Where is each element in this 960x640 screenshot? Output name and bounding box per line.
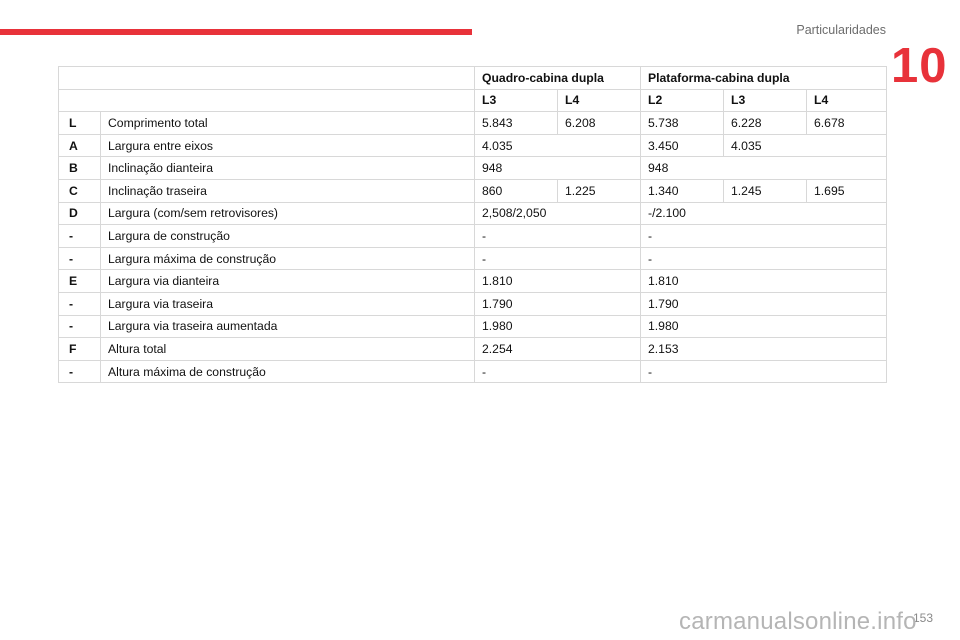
- table-row: [59, 315, 887, 338]
- row-value: 1.245: [724, 179, 807, 202]
- row-value: 4.035: [724, 134, 887, 157]
- row-label: Altura máxima de construção: [101, 360, 475, 383]
- row-value: 3.450: [641, 134, 724, 157]
- table-row: [59, 202, 887, 225]
- subheader-cell: L3: [724, 89, 807, 112]
- row-value: 2,508/2,050: [475, 202, 641, 225]
- table-row: [59, 270, 887, 293]
- row-value: 2.254: [475, 338, 641, 361]
- row-code: A: [59, 134, 101, 157]
- row-code: E: [59, 270, 101, 293]
- subheader-cell: L4: [807, 89, 887, 112]
- row-code: -: [59, 360, 101, 383]
- row-value: 1.980: [475, 315, 641, 338]
- row-value: 1.225: [558, 179, 641, 202]
- row-value: -: [475, 360, 641, 383]
- row-label: Inclinação dianteira: [101, 157, 475, 180]
- row-label: Inclinação traseira: [101, 179, 475, 202]
- row-label: Largura máxima de construção: [101, 247, 475, 270]
- table-row: [59, 247, 887, 270]
- subheader-cell: L3: [475, 89, 558, 112]
- row-code: D: [59, 202, 101, 225]
- table-row: [59, 179, 887, 202]
- row-value: 6.228: [724, 112, 807, 135]
- row-value: 1.340: [641, 179, 724, 202]
- subheader-cell: L2: [641, 89, 724, 112]
- row-value: -/2.100: [641, 202, 887, 225]
- subheader-cell: L4: [558, 89, 641, 112]
- row-code: -: [59, 292, 101, 315]
- row-code: -: [59, 315, 101, 338]
- table-row: [59, 338, 887, 361]
- row-label: Largura via traseira aumentada: [101, 315, 475, 338]
- row-value: 5.843: [475, 112, 558, 135]
- row-label: Largura (com/sem retrovisores): [101, 202, 475, 225]
- row-label: Largura de construção: [101, 225, 475, 248]
- table-row: [59, 134, 887, 157]
- row-value: 860: [475, 179, 558, 202]
- table-row: [59, 112, 887, 135]
- row-code: L: [59, 112, 101, 135]
- row-value: -: [475, 247, 641, 270]
- table-subheader-row: [59, 89, 887, 112]
- row-value: 2.153: [641, 338, 887, 361]
- group-header-quadro: Quadro-cabina dupla: [475, 67, 641, 90]
- table-row: [59, 360, 887, 383]
- table-row: [59, 292, 887, 315]
- group-header-plataforma: Plataforma-cabina dupla: [641, 67, 887, 90]
- row-value: -: [475, 225, 641, 248]
- row-value: 1.810: [475, 270, 641, 293]
- row-label: Largura via dianteira: [101, 270, 475, 293]
- watermark-text[interactable]: carmanualsonline.info: [679, 608, 917, 635]
- header-accent-bar: [0, 29, 472, 35]
- row-value: 1.790: [641, 292, 887, 315]
- row-label: Comprimento total: [101, 112, 475, 135]
- page-number: 153: [913, 611, 934, 625]
- row-value: 1.695: [807, 179, 887, 202]
- row-value: -: [641, 225, 887, 248]
- row-label: Altura total: [101, 338, 475, 361]
- row-value: -: [641, 247, 887, 270]
- row-label: Largura entre eixos: [101, 134, 475, 157]
- row-value: 948: [475, 157, 641, 180]
- row-value: 1.790: [475, 292, 641, 315]
- row-code: F: [59, 338, 101, 361]
- row-value: 1.980: [641, 315, 887, 338]
- row-value: 4.035: [475, 134, 641, 157]
- row-value: -: [641, 360, 887, 383]
- row-value: 948: [641, 157, 887, 180]
- row-code: C: [59, 179, 101, 202]
- table-header-row: [59, 67, 887, 90]
- row-label: Largura via traseira: [101, 292, 475, 315]
- dimensions-table: [58, 66, 887, 383]
- section-title: Particularidades: [796, 23, 886, 37]
- table-row: [59, 157, 887, 180]
- row-value: 6.678: [807, 112, 887, 135]
- row-code: -: [59, 247, 101, 270]
- row-value: 5.738: [641, 112, 724, 135]
- subheader-empty-cell: [59, 89, 475, 112]
- row-value: 1.810: [641, 270, 887, 293]
- header-empty-cell: [59, 67, 475, 90]
- row-code: B: [59, 157, 101, 180]
- table-row: [59, 225, 887, 248]
- row-value: 6.208: [558, 112, 641, 135]
- chapter-number: 10: [891, 39, 948, 93]
- row-code: -: [59, 225, 101, 248]
